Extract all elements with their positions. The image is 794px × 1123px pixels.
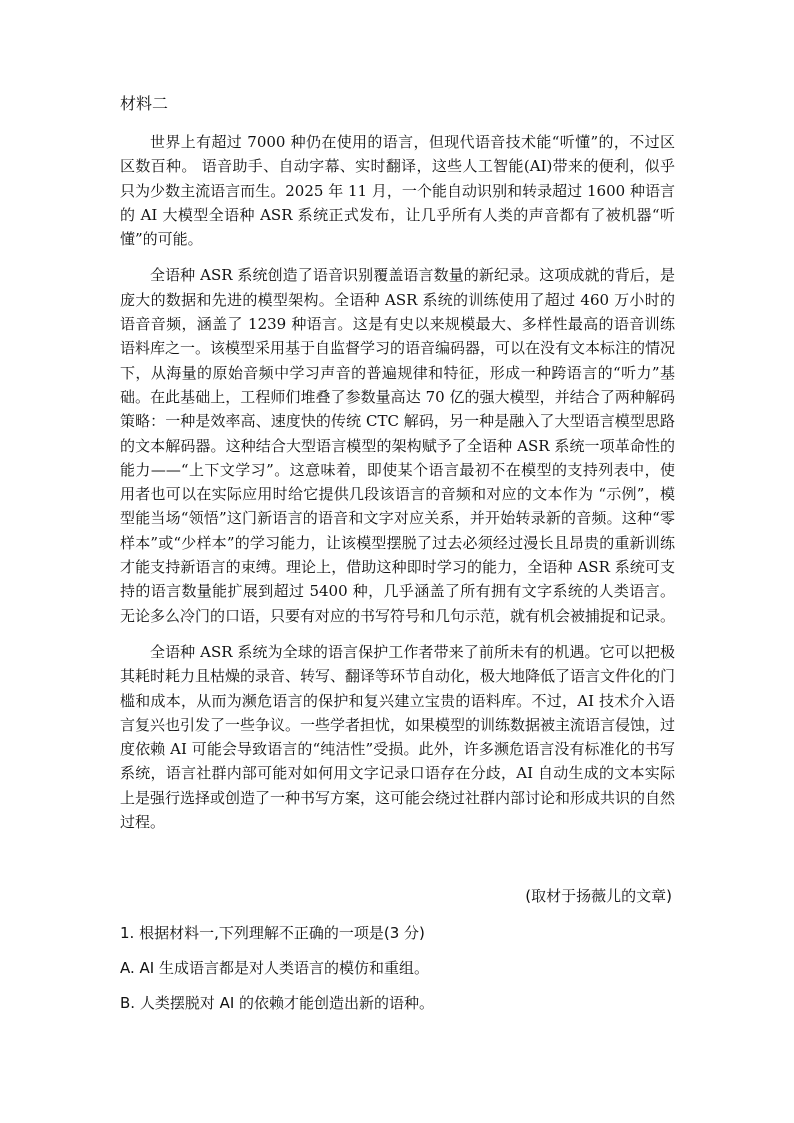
paragraph-2: 全语种 ASR 系统创造了语音识别覆盖语言数量的新纪录。这项成就的背后，是庞大的数据和先进的模型架构。全语种 ASR 系统的训练使用了超过 460 万小时的语音音频，涵盖了 1239 种语言。这是有史以来规模最大、多样性最高的语音训练语料库之一。该模型采用基于自监督学习的语音编码器，可以在没有文本标注的情况下，从海量的原始音频中学习声音的普遍规律和特征，形成一种跨语言的“听力”基础。在此基础上，工程师们堆叠了参数量高达 70 亿的强大模型，并结合了两种解码策略：一种是效率高、速度快的传统 CTC 解码，另一种是融入了大型语言模型思路的文本解码器。这种结合大型语言模型的架构赋予了全语种 ASR 系统一项革命性的能力——“上下文学习”。这意味着，即使某个语言最初不在模型的支持列表中，使用者也可以在实际应用时给它提供几段该语言的音频和对应的文本作为 “示例”，模型能当场“领悟”这门新语言的语音和文字对应关系，并开始转录新的音频。这种“零样本”或“少样本”的学习能力，让该模型摆脱了过去必须经过漫长且昂贵的重新训练才能支持新语言的束缚。理论上，借助这种即时学习的能力，全语种 ASR 系统可支持的语言数量能扩展到超过 5400 种，几乎涵盖了所有拥有文字系统的人类语言。无论多么冷门的口语，只要有对应的书写符号和几句示范，就有机会被捕捉和记录。 [120,266,676,625]
paragraph-1: 世界上有超过 7000 种仍在使用的语言，但现代语音技术能“听懂”的，不过区区数百种。 语音助手、自动字幕、实时翻译，这些人工智能(AI)带来的便利，似乎只为少数主流语言而生。2025 年 11 月，一个能自动识别和转录超过 1600 种语言的 AI 大模型全语种 ASR 系统正式发布，让几乎所有人类的声音都有了被机器“听懂”的可能。 [120,133,675,249]
question-stem: 1. 根据材料一,下列理解不正确的一项是(3 分) [120,924,425,942]
option-b: B. 人类摆脱对 AI 的依赖才能创造出新的语种。 [120,994,435,1012]
source-note: (取材于扬薇儿的文章) [525,887,672,905]
paragraph-3: 全语种 ASR 系统为全球的语言保护工作者带来了前所未有的机遇。它可以把极其耗时耗力且枯燥的录音、转写、翻译等环节自动化，极大地降低了语言文件化的门槛和成本，从而为濒危语言的保护和复兴建立宝贵的语料库。不过，AI 技术介入语言复兴也引发了一些争议。一些学者担忧，如果模型的训练数据被主流语言侵蚀，过度依赖 AI 可能会导致语言的“纯洁性”受损。此外，许多濒危语言没有标准化的书写系统，语言社群内部可能对如何用文字记录口语存在分歧，AI 自动生成的文本实际上是强行选择或创造了一种书写方案，这可能会绕过社群内部讨论和形成共识的自然过程。 [120,642,676,832]
material-text [120,130,675,846]
option-a: A. AI 生成语言都是对人类语言的模仿和重组。 [120,959,429,977]
section-title: 材料二 [120,94,169,113]
